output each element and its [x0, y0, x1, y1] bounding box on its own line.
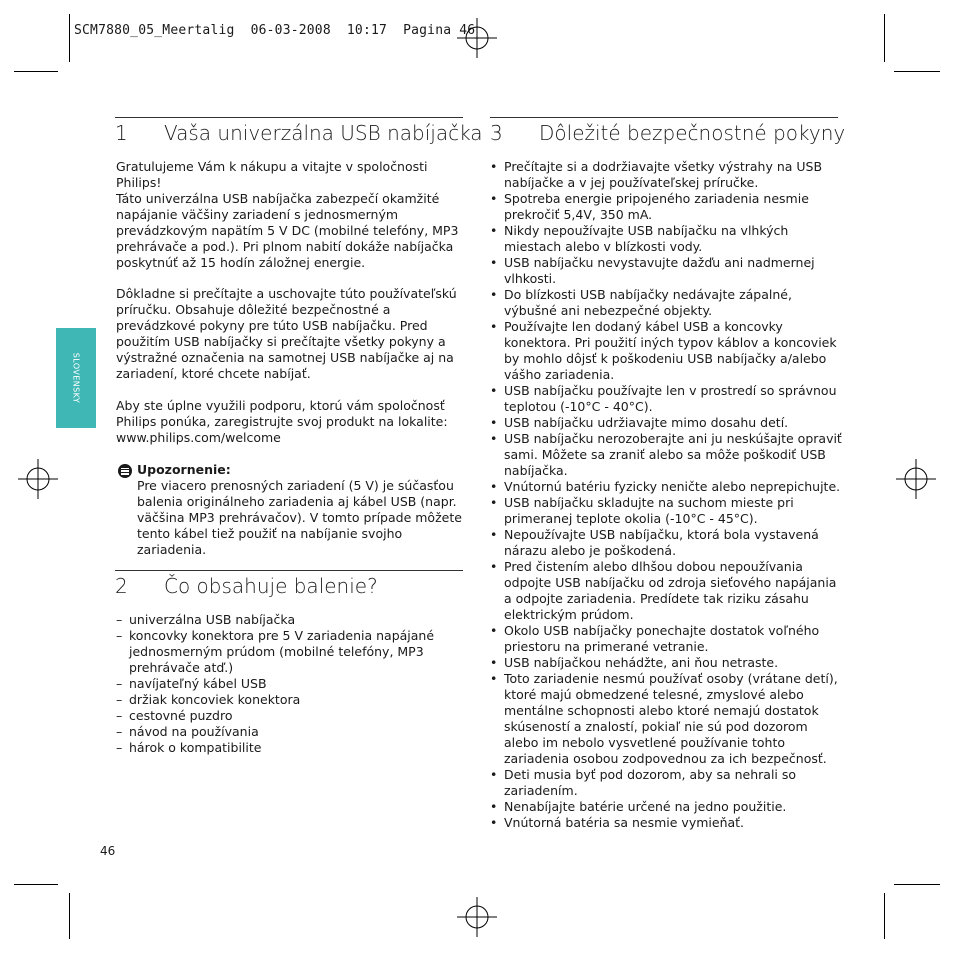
registration-mark-right-icon	[896, 459, 936, 499]
page-number: 46	[100, 844, 116, 858]
paragraph-text: Táto univerzálna USB nabíjačka zabezpečí okamžité napájanie väčšiny zariadení s jednosmerným prevádzkovým napätím 5 V DC (mobilné telefóny, MP3 prehrávače a pod.). Pri plnom nabití dokáže nabíjačka poskytnúť až 15 hodín záložnej energie.	[116, 191, 459, 270]
list-item: • Spotreba energie pripojeného zariadenia nesmie prekročiť 5,4V, 350 mA.	[490, 191, 842, 223]
section-2-rule	[115, 570, 463, 571]
crop-mark-tl-v	[69, 14, 70, 62]
section-2-title: Čo obsahuje balenie?	[164, 574, 378, 598]
list-item: • Okolo USB nabíjačky ponechajte dostatok voľného priestoru na primerané vetranie.	[490, 623, 842, 655]
list-item: • Pred čistením alebo dlhšou dobou nepoužívania odpojte USB nabíjačku od zdroja sieťového napájania a odpojte zariadenia. Predídete tak riziku zásahu elektrickým prúdom.	[490, 559, 842, 623]
section-1-paragraph-4	[116, 398, 466, 446]
crop-mark-bl-h	[14, 884, 58, 885]
crop-mark-tr-h	[894, 71, 940, 72]
crop-mark-bl-v	[69, 893, 70, 939]
language-side-tab	[56, 328, 96, 428]
list-item: • USB nabíjačku používajte len v prostredí so správnou teplotou (-10°C - 40°C).	[490, 383, 842, 415]
list-item: • Používajte len dodaný kábel USB a koncovky konektora. Pri použití iných typov káblov a koncoviek by mohlo dôjsť k poškodeniu USB nabíjačky a/alebo vášho zariadenia.	[490, 319, 842, 383]
paragraph-text: Aby ste úplne využili podporu, ktorú vám spoločnosť Philips ponúka, zaregistrujte svoj produkt na lokalite: www.philips.com/welcome	[116, 398, 448, 445]
list-item: – držiak koncoviek konektora	[116, 692, 466, 708]
list-item: – koncovky konektora pre 5 V zariadenia napájané jednosmerným prúdom (mobilné telefóny, MP3 prehrávače atď.)	[116, 628, 466, 676]
list-item: • Toto zariadenie nesmú používať osoby (vrátane detí), ktoré majú obmedzené telesné, zmyslové alebo mentálne schopnosti alebo ktoré nemajú dostatok skúseností a znalostí, pokiaľ nie sú pod dozorom alebo im nebolo vysvetlené používanie tohto zariadenia osobou zodpovednou za ich bezpečnosť.	[490, 671, 842, 767]
crop-mark-tr-v	[884, 14, 885, 62]
paragraph-text: Dôkladne si prečítajte a uschovajte túto používateľskú príručku. Obsahuje dôležité bezpečnostné a prevádzkové pokyny pre túto USB nabíjačku. Pred použitím USB nabíjačky si prečítajte všetky pokyny a výstražné označenia na samotnej USB nabíjačke aj na zariadení, ktoré chcete nabíjať.	[116, 286, 457, 381]
section-1-title: Vaša univerzálna USB nabíjačka	[164, 121, 483, 145]
warning-icon	[118, 464, 132, 478]
list-item: • USB nabíjačku udržiavajte mimo dosahu detí.	[490, 415, 842, 431]
list-item: • USB nabíjačku skladujte na suchom mieste pri primeranej teplote okolia (-10°C - 45°C).	[490, 495, 842, 527]
list-item: • Nepoužívajte USB nabíjačku, ktorá bola vystavená nárazu alebo je poškodená.	[490, 527, 842, 559]
section-1-paragraph-2	[116, 191, 466, 271]
list-item: – univerzálna USB nabíjačka	[116, 612, 466, 628]
list-item: • Prečítajte si a dodržiavajte všetky výstrahy na USB nabíjačke a v jej používateľskej príručke.	[490, 159, 842, 191]
list-item: – návod na používania	[116, 724, 466, 740]
section-3-number: 3	[490, 121, 503, 145]
warning-title: Upozornenie:	[137, 462, 231, 477]
list-item: – cestovné puzdro	[116, 708, 466, 724]
crop-mark-br-v	[884, 893, 885, 939]
list-item: • Nenabíjajte batérie určené na jedno použitie.	[490, 799, 842, 815]
section-2-number: 2	[115, 574, 128, 598]
crop-mark-br-h	[894, 884, 940, 885]
section-1-number: 1	[115, 121, 128, 145]
list-item: • USB nabíjačku nerozoberajte ani ju neskúšajte opraviť sami. Môžete sa zraniť alebo sa môže poškodiť USB nabíjačka.	[490, 431, 842, 479]
registration-mark-left-icon	[18, 459, 58, 499]
list-item: – hárok o kompatibilite	[116, 740, 466, 756]
section-3-rule	[490, 117, 838, 118]
warning-text: Pre viacero prenosných zariadení (5 V) je súčasťou balenia originálneho zariadenia aj kábel USB (napr. väčšina MP3 prehrávačov). V tomto prípade môžete tento kábel tiež použiť na nabíjanie svojho zariadenia.	[137, 478, 462, 557]
list-item: • Do blízkosti USB nabíjačky nedávajte zápalné, výbušné ani nebezpečné objekty.	[490, 287, 842, 319]
paragraph-text: Gratulujeme Vám k nákupu a vitajte v spoločnosti Philips!	[116, 159, 428, 190]
safety-instructions-list	[490, 159, 842, 831]
list-item: • USB nabíjačku nevystavujte dažďu ani nadmernej vlhkosti.	[490, 255, 842, 287]
list-item: • Vnútorná batéria sa nesmie vymieňať.	[490, 815, 842, 831]
registration-mark-top-icon	[457, 18, 497, 58]
list-item: • Nikdy nepoužívajte USB nabíjačku na vlhkých miestach alebo v blízkosti vody.	[490, 223, 842, 255]
list-item: • USB nabíjačkou nehádžte, ani ňou netraste.	[490, 655, 842, 671]
section-1-paragraph-1	[116, 159, 466, 191]
crop-mark-tl-h	[14, 71, 58, 72]
list-item: • Vnútornú batériu fyzicky neničte alebo neprepichujte.	[490, 479, 842, 495]
warning-note	[116, 462, 466, 558]
section-1-paragraph-3	[116, 286, 466, 382]
registration-mark-bottom-icon	[457, 897, 497, 937]
language-label: SLOVENSKY	[71, 352, 81, 404]
package-contents-list	[116, 612, 466, 756]
section-1-rule	[115, 117, 463, 118]
list-item: • Deti musia byť pod dozorom, aby sa nehrali so zariadením.	[490, 767, 842, 799]
print-slug: SCM7880_05_Meertalig 06-03-2008 10:17 Pagina 46	[74, 23, 476, 38]
section-3-title: Dôležité bezpečnostné pokyny	[539, 121, 846, 145]
list-item: – navíjateľný kábel USB	[116, 676, 466, 692]
